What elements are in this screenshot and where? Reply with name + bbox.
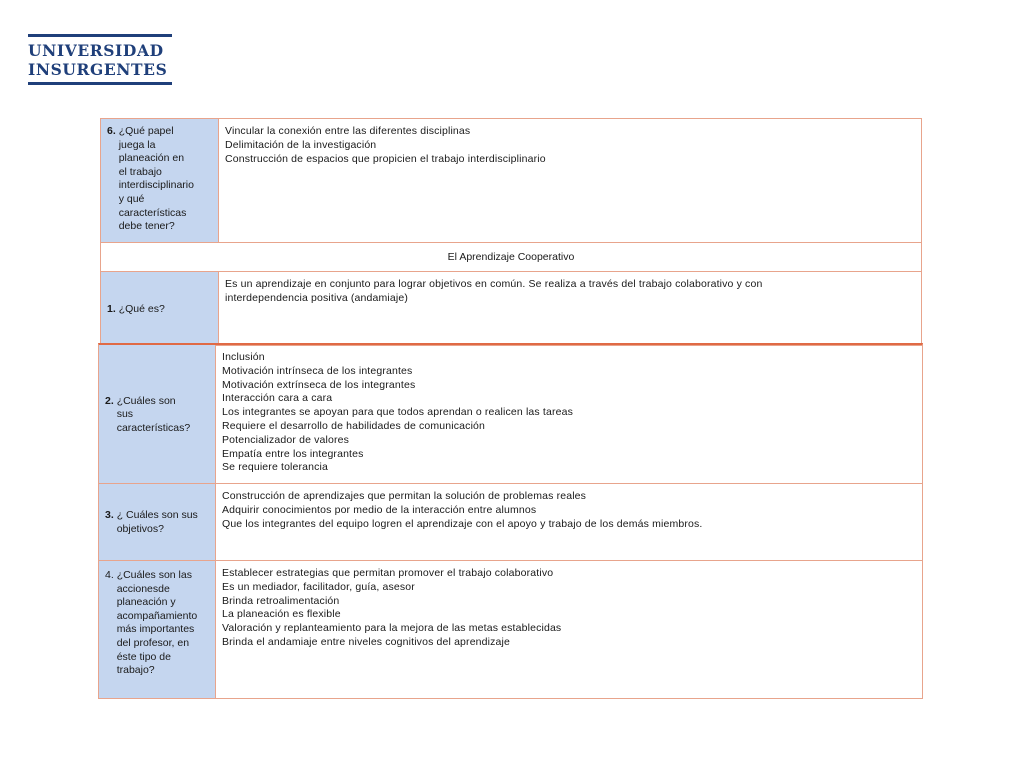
question-text: ¿Qué es? bbox=[118, 302, 165, 315]
university-logo bbox=[28, 34, 174, 85]
answer-cell bbox=[216, 484, 922, 560]
answer-line: Es un mediador, facilitador, guía, asesor bbox=[222, 580, 415, 593]
section-title: El Aprendizaje Cooperativo bbox=[101, 243, 921, 272]
answer-line: interdependencia positiva (andamiaje) bbox=[225, 291, 408, 304]
answer-line: Adquirir conocimientos por medio de la interacción entre alumnos bbox=[222, 503, 537, 516]
answer-line: Brinda el andamiaje entre niveles cognitivos del aprendizaje bbox=[222, 635, 511, 648]
question-number: 1. bbox=[107, 302, 116, 315]
questions-table-top bbox=[100, 118, 922, 346]
answer-cell bbox=[216, 345, 922, 483]
answer-line: Interacción cara a cara bbox=[222, 392, 333, 405]
answer-line: Brinda retroalimentación bbox=[222, 594, 340, 607]
answer-line: Construcción de espacios que propicien el trabajo interdisciplinario bbox=[225, 152, 546, 165]
question-number: 2. bbox=[105, 394, 114, 407]
answer-line: Empatía entre los integrantes bbox=[222, 447, 364, 460]
question-cell bbox=[101, 272, 219, 345]
question-text: ¿Qué papel juega la planeación en el trabajo interdisciplinario y qué características debe tener? bbox=[118, 125, 194, 233]
table-row bbox=[101, 119, 921, 243]
answer-line: Valoración y replanteamiento para la mejora de las metas establecidas bbox=[222, 622, 562, 635]
answer-line: Delimitación de la investigación bbox=[225, 138, 377, 151]
table-row bbox=[99, 561, 922, 698]
logo-bottom-rule bbox=[28, 82, 172, 85]
answer-line: Potencializador de valores bbox=[222, 433, 350, 446]
question-text: ¿Cuáles son sus características? bbox=[116, 394, 191, 434]
questions-table-bottom bbox=[98, 343, 923, 699]
answer-line: Los integrantes se apoyan para que todos aprendan o realicen las tareas bbox=[222, 406, 573, 419]
answer-cell bbox=[219, 119, 921, 242]
answer-line: La planeación es flexible bbox=[222, 608, 341, 621]
question-cell bbox=[99, 345, 216, 483]
answer-line: Se requiere tolerancia bbox=[222, 461, 329, 474]
logo-line-1: UNIVERSIDAD bbox=[28, 41, 164, 60]
answer-line: Establecer estrategias que permitan promover el trabajo colaborativo bbox=[222, 567, 554, 579]
answer-cell bbox=[219, 272, 921, 345]
answer-line: Que los integrantes del equipo logren el aprendizaje con el apoyo y trabajo de los demás miembros. bbox=[222, 517, 703, 530]
answer-line: Motivación extrínseca de los integrantes bbox=[222, 378, 416, 391]
logo-top-rule bbox=[28, 34, 172, 37]
question-cell bbox=[99, 484, 216, 560]
answer-cell bbox=[216, 561, 922, 698]
answer-line: Es un aprendizaje en conjunto para lograr objetivos en común. Se realiza a través del trabajo colaborativo y con bbox=[225, 278, 763, 290]
question-text: ¿Cuáles son las accionesde planeación y acompañamiento más importantes del profesor, en éste tipo de trabajo? bbox=[116, 569, 198, 677]
answer-line: Construcción de aprendizajes que permitan la solución de problemas reales bbox=[222, 490, 587, 502]
answer-line: Vincular la conexión entre las diferentes disciplinas bbox=[225, 125, 471, 137]
question-number: 6. bbox=[107, 125, 116, 137]
answer-line: Requiere el desarrollo de habilidades de comunicación bbox=[222, 419, 486, 432]
question-number: 4. bbox=[105, 569, 114, 581]
table-row bbox=[99, 345, 922, 484]
table-row bbox=[101, 272, 921, 345]
answer-line: Inclusión bbox=[222, 351, 265, 363]
question-number: 3. bbox=[105, 509, 114, 522]
logo-line-2: INSURGENTES bbox=[28, 60, 168, 79]
question-text: ¿ Cuáles son sus objetivos? bbox=[116, 509, 198, 535]
question-cell bbox=[99, 561, 216, 698]
table-row bbox=[99, 484, 922, 561]
question-cell bbox=[101, 119, 219, 242]
answer-line: Motivación intrínseca de los integrantes bbox=[222, 364, 413, 377]
